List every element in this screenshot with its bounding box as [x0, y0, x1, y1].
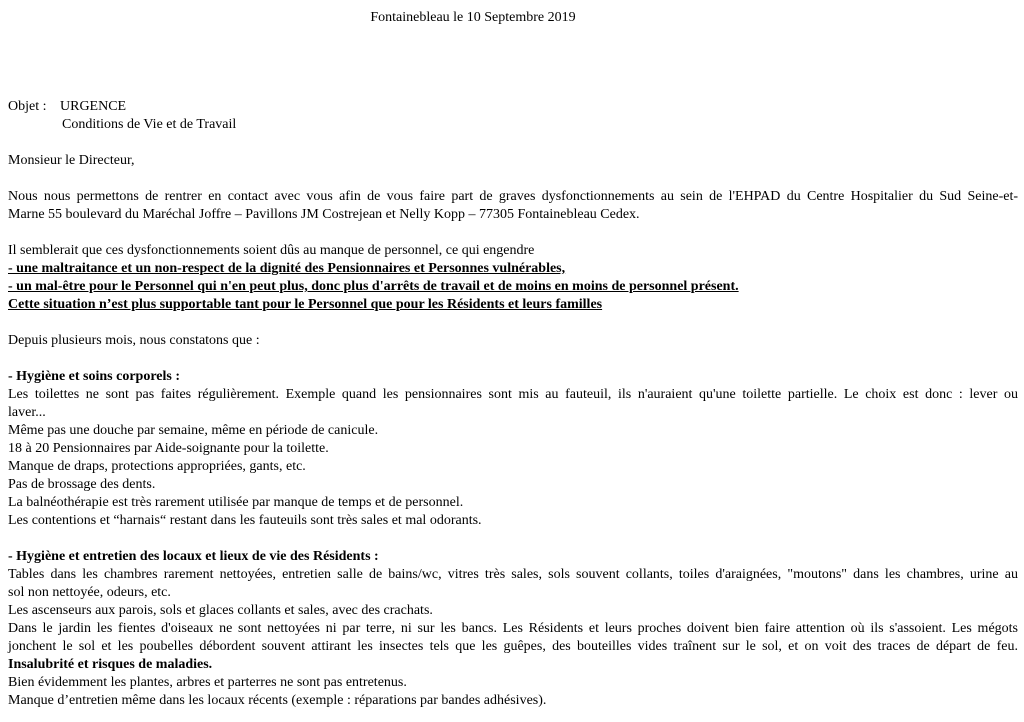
objet-title: URGENCE — [60, 99, 127, 114]
cause-point-3: Cette situation n’est plus supportable tant pour le Personnel que pour les Résidents et leurs familles — [8, 297, 603, 312]
intro-line-2: Marne 55 boulevard du Maréchal Joffre – Pavillons JM Costrejean et Nelly Kopp – 77305 Fontainebleau Cedex. — [8, 207, 640, 222]
objet-subtitle: Conditions de Vie et de Travail — [62, 117, 237, 132]
hygiene-line-4: 18 à 20 Pensionnaires par Aide-soignante pour la toilette. — [8, 441, 329, 456]
hygiene-line-7: La balnéothérapie est très rarement utilisée par manque de temps et de personnel. — [8, 495, 464, 510]
cause-line: Il semblerait que ces dysfonctionnements soient dûs au manque de personnel, ce qui engendre — [8, 243, 535, 258]
date-line: Fontainebleau le 10 Septembre 2019 — [370, 10, 576, 25]
salutation: Monsieur le Directeur, — [8, 153, 135, 168]
constat-line: Depuis plusieurs mois, nous constatons que : — [8, 333, 260, 348]
locaux-heading: - Hygiène et entretien des locaux et lieux de vie des Résidents : — [8, 549, 379, 564]
objet-row — [8, 98, 1018, 116]
locaux-subheading: Insalubrité et risques de maladies. — [8, 657, 213, 672]
hygiene-line-6: Pas de brossage des dents. — [8, 477, 156, 492]
hygiene-line-2: laver... — [8, 405, 46, 420]
intro-line-1: Nous nous permettons de rentrer en contact avec vous afin de vous faire part de graves dysfonctionnements au sein de l'EHPAD du Centre Hospitalier du Sud Seine-et- — [8, 189, 1018, 204]
locaux-line-3: Les ascenseurs aux parois, sols et glaces collants et sales, avec des crachats. — [8, 603, 433, 618]
hygiene-line-3: Même pas une douche par semaine, même en période de canicule. — [8, 423, 379, 438]
objet-label: Objet : — [8, 99, 47, 114]
locaux-line-6: Bien évidemment les plantes, arbres et parterres ne sont pas entretenus. — [8, 675, 407, 690]
cause-point-2: - un mal-être pour le Personnel qui n'en peut plus, donc plus d'arrêts de travail et de moins en moins de personnel présent. — [8, 279, 739, 294]
locaux-line-2: sol non nettoyée, odeurs, etc. — [8, 585, 171, 600]
hygiene-line-5: Manque de draps, protections appropriées, gants, etc. — [8, 459, 306, 474]
hygiene-heading: - Hygiène et soins corporels : — [8, 369, 180, 384]
locaux-line-4: Dans le jardin les fientes d'oiseaux ne sont nettoyées ni par terre, ni sur les bancs. Les Résidents et leurs proches doivent bien faire attention où ils s'assoient. Les mégots — [8, 621, 1018, 636]
cause-point-1: - une maltraitance et un non-respect de la dignité des Pensionnaires et Personnes vulnérables, — [8, 261, 566, 276]
letter-body — [8, 98, 1018, 710]
hygiene-line-1: Les toilettes ne sont pas faites régulièrement. Exemple quand les pensionnaires sont mis au fauteuil, ils n'auraient qu'une toilette partielle. Le choix est donc : lever ou — [8, 387, 1018, 402]
locaux-line-5: jonchent le sol et les poubelles débordent souvent attirant les insectes tels que les guêpes, des bouteilles vides traînent sur le sol, et on voit des traces de départ de feu. — [8, 639, 1018, 654]
hygiene-line-8: Les contentions et “harnais“ restant dans les fauteuils sont très sales et mal odorants. — [8, 513, 482, 528]
locaux-line-7: Manque d’entretien même dans les locaux récents (exemple : réparations par bandes adhésives). — [8, 693, 547, 708]
locaux-line-1: Tables dans les chambres rarement nettoyées, entretien salle de bains/wc, vitres très sales, sols souvent collants, toiles d'araignées, "moutons" dans les chambres, urine au — [8, 567, 1018, 582]
